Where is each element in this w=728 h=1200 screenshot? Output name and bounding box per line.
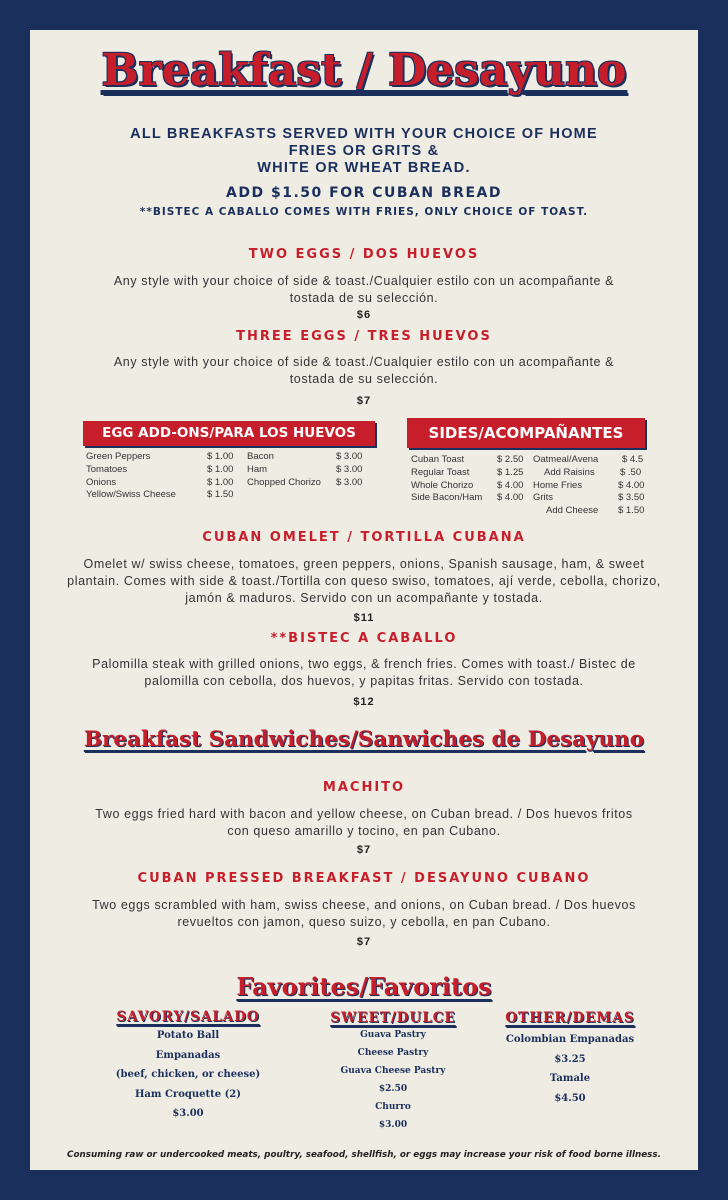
intro-line: FRIES OR GRITS & bbox=[288, 143, 440, 159]
desc-line: revueltos con jamon, queso suizo, y cebolla, en pan Cubano. bbox=[177, 915, 551, 929]
item-label: Yellow/Swiss Cheese bbox=[86, 489, 176, 501]
item-label: Regular Toast bbox=[411, 466, 470, 478]
item-price: $ .50 bbox=[620, 466, 642, 478]
column-list bbox=[318, 1026, 468, 1134]
list-item bbox=[86, 489, 376, 502]
item-description bbox=[30, 556, 698, 607]
column-list bbox=[497, 1030, 643, 1108]
section-title: Favorites/Favoritos bbox=[236, 972, 492, 1001]
item-price: $ 1.25 bbox=[497, 466, 524, 478]
item-label: Whole Chorizo bbox=[411, 479, 474, 491]
desc-line: Two eggs scrambled with ham, swiss cheese, and onions, on Cuban bread. / Dos huevos bbox=[92, 898, 636, 912]
item-description bbox=[30, 656, 698, 690]
desc-line: Two eggs fried hard with bacon and yellow cheese, on Cuban bread. / Dos huevos fritos bbox=[95, 807, 633, 821]
list-item: Guava Cheese Pastry bbox=[340, 1066, 446, 1076]
item-price: $12 bbox=[353, 696, 375, 708]
list-item: Cheese Pastry bbox=[357, 1048, 429, 1058]
list-item bbox=[533, 492, 648, 505]
item-price: $ 4.5 bbox=[622, 454, 644, 465]
item-description bbox=[30, 354, 698, 388]
list-item: $3.00 bbox=[172, 1108, 204, 1119]
item-label: Add Raisins bbox=[544, 466, 595, 478]
addons-header: EGG ADD-ONS/PARA LOS HUEVOS bbox=[83, 421, 375, 446]
item-price: $ 4.00 bbox=[497, 479, 524, 491]
list-item bbox=[411, 492, 531, 505]
food-safety-disclaimer: Consuming raw or undercooked meats, poultry, seafood, shellfish, or eggs may increase your risk of food borne illness. bbox=[66, 1150, 661, 1160]
desc-line: Omelet w/ swiss cheese, tomatoes, green peppers, onions, Spanish sausage, ham, & sweet bbox=[83, 557, 645, 571]
cuban-bread-note: ADD $1.50 FOR CUBAN BREAD bbox=[226, 185, 502, 201]
list-item: Potato Ball bbox=[156, 1030, 220, 1041]
list-item bbox=[411, 467, 531, 480]
list-item: $2.50 bbox=[378, 1084, 408, 1094]
list-item bbox=[247, 477, 377, 490]
item-label: Onions bbox=[86, 476, 117, 488]
desc-line: tostada de su selección. bbox=[289, 372, 439, 386]
list-item: $3.25 bbox=[554, 1053, 586, 1065]
item-label: Bacon bbox=[247, 451, 274, 462]
item-description bbox=[30, 897, 698, 931]
list-item: Guava Pastry bbox=[360, 1030, 426, 1040]
item-label: Add Cheese bbox=[546, 505, 599, 517]
sides-list-right bbox=[533, 454, 648, 518]
item-price: $ 4.00 bbox=[497, 492, 524, 504]
desc-line: jamón & maduros. Servido con un acompañante y tostada. bbox=[185, 591, 543, 605]
list-item bbox=[411, 454, 531, 467]
item-price: $ 3.00 bbox=[336, 451, 363, 462]
item-price: $ 2.50 bbox=[497, 454, 524, 465]
list-item: $4.50 bbox=[554, 1092, 586, 1104]
item-price: $ 1.50 bbox=[618, 505, 645, 517]
item-description bbox=[30, 273, 698, 307]
item-price: $ 1.00 bbox=[207, 451, 234, 462]
item-price: $ 3.50 bbox=[618, 492, 645, 504]
desc-line: con queso amarillo y tocino, en pan Cubano. bbox=[227, 824, 501, 838]
savory-column bbox=[110, 1009, 266, 1124]
list-item bbox=[411, 480, 531, 493]
item-name: **BISTEC A CABALLO bbox=[270, 631, 458, 646]
item-price: $6 bbox=[356, 309, 372, 321]
desc-line: plantain. Comes with side & toast./Tortilla con queso swiso, tomatoes, ají verde, cebolla, chorizo, bbox=[67, 574, 661, 588]
column-list bbox=[110, 1026, 266, 1124]
sides-list-left bbox=[411, 454, 531, 505]
desc-line: Any style with your choice of side & toast./Cualquier estilo con un acompañante & bbox=[113, 355, 615, 369]
list-item: $3.00 bbox=[378, 1120, 408, 1130]
list-item bbox=[533, 505, 648, 518]
item-label: Ham bbox=[247, 463, 268, 475]
item-name: MACHITO bbox=[322, 780, 406, 795]
other-column bbox=[497, 1010, 643, 1108]
list-item: Churro bbox=[375, 1102, 411, 1112]
column-header: OTHER/DEMAS bbox=[505, 1010, 635, 1026]
item-price: $7 bbox=[356, 844, 372, 856]
item-name: THREE EGGS / TRES HUEVOS bbox=[236, 329, 492, 344]
item-price: $ 1.00 bbox=[207, 476, 234, 488]
list-item bbox=[533, 454, 648, 467]
list-item: Colombian Empanadas bbox=[505, 1034, 635, 1045]
item-label: Home Fries bbox=[533, 479, 583, 491]
desc-line: palomilla con cebolla, dos huevos, y papitas fritas. Servido con tostada. bbox=[144, 674, 584, 688]
item-label: Cuban Toast bbox=[411, 454, 465, 465]
item-label: Green Peppers bbox=[86, 451, 151, 462]
item-name: CUBAN PRESSED BREAKFAST / DESAYUNO CUBANO bbox=[137, 871, 591, 886]
list-item bbox=[533, 467, 648, 480]
column-header: SWEET/DULCE bbox=[330, 1010, 456, 1026]
page-title: Breakfast / Desayuno bbox=[101, 45, 627, 96]
list-item: Tamale bbox=[549, 1073, 591, 1084]
item-price: $ 4.00 bbox=[618, 479, 645, 491]
column-header: SAVORY/SALADO bbox=[116, 1009, 260, 1025]
intro-text bbox=[30, 126, 698, 177]
list-item bbox=[247, 451, 377, 464]
list-item bbox=[533, 480, 648, 493]
item-price: $7 bbox=[356, 395, 372, 407]
item-price: $ 1.50 bbox=[207, 489, 234, 501]
intro-line: ALL BREAKFASTS SERVED WITH YOUR CHOICE OF HOME bbox=[130, 126, 598, 142]
item-name: CUBAN OMELET / TORTILLA CUBANA bbox=[202, 530, 526, 545]
intro-line: WHITE OR WHEAT BREAD. bbox=[257, 160, 471, 176]
bistec-note: **BISTEC A CABALLO COMES WITH FRIES, ONLY CHOICE OF TOAST. bbox=[139, 206, 589, 218]
item-name: TWO EGGS / DOS HUEVOS bbox=[248, 247, 480, 262]
desc-line: Any style with your choice of side & toast./Cualquier estilo con un acompañante & bbox=[113, 274, 615, 288]
list-item: Ham Croquette (2) bbox=[134, 1088, 241, 1100]
list-item: (beef, chicken, or cheese) bbox=[115, 1069, 261, 1080]
list-item bbox=[247, 464, 377, 477]
item-label: Tomatoes bbox=[86, 463, 128, 475]
item-price: $11 bbox=[353, 612, 375, 624]
desc-line: Palomilla steak with grilled onions, two eggs, & french fries. Comes with toast./ Bistec de bbox=[92, 657, 636, 671]
item-price: $7 bbox=[356, 936, 372, 948]
desc-line: tostada de su selección. bbox=[289, 291, 439, 305]
sides-header: SIDES/ACOMPAÑANTES bbox=[407, 418, 645, 448]
item-label: Side Bacon/Ham bbox=[411, 492, 483, 504]
sweet-column bbox=[318, 1010, 468, 1134]
item-label: Chopped Chorizo bbox=[247, 476, 321, 488]
addons-list-right bbox=[247, 451, 377, 489]
item-label: Oatmeal/Avena bbox=[533, 454, 599, 465]
item-price: $ 3.00 bbox=[336, 463, 363, 475]
section-title: Breakfast Sandwiches/Sanwiches de Desayuno bbox=[83, 727, 645, 752]
list-item: Empanadas bbox=[155, 1049, 221, 1061]
item-label: Grits bbox=[533, 492, 554, 504]
item-price: $ 1.00 bbox=[207, 463, 234, 475]
item-price: $ 3.00 bbox=[336, 476, 363, 488]
item-description bbox=[30, 806, 698, 840]
